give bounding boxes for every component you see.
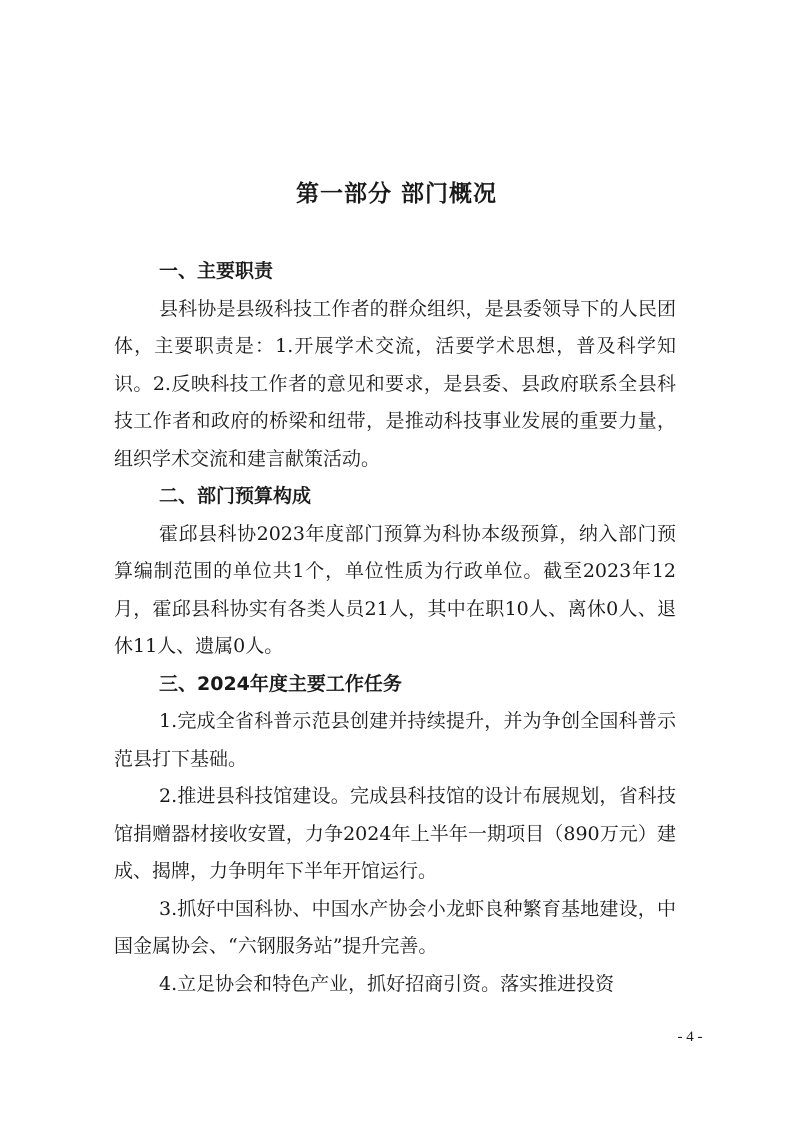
section-main-duties (114, 253, 676, 478)
section-heading: 一、主要职责 (159, 260, 274, 282)
paragraph: 1.完成全省科普示范县创建并持续提升，并为争创全国科普示范县打下基础。 (114, 710, 676, 770)
page-number: - 4 - (677, 1029, 703, 1045)
paragraph: 2.推进县科技馆建设。完成县科技馆的设计布展规划，省科技馆捐赠器材接收安置，力争2024年上半年一期项目（890万元）建成、揭牌，力争明年下半年开馆运行。 (114, 785, 676, 882)
paragraph: 4.立足协会和特色产业，抓好招商引资。落实推进投资 (159, 972, 615, 995)
section-budget-composition (114, 478, 676, 666)
page-title: 第一部分 部门概况 (295, 181, 497, 207)
section-2024-tasks (114, 666, 676, 1004)
section-heading: 三、2024年度主要工作任务 (159, 672, 402, 695)
paragraph: 霍邱县科协2023年度部门预算为科协本级预算，纳入部门预算编制范围的单位共1个，单位性质为行政单位。截至2023年12月，霍邱县科协实有各类人员21人，其中在职10人、离休0人、退休11人、遗属0人。 (114, 522, 676, 657)
paragraph: 县科协是县级科技工作者的群众组织，是县委领导下的人民团体，主要职责是：1.开展学术交流，活要学术思想，普及科学知识。2.反映科技工作者的意见和要求，是县委、县政府联系全县科技工作者和政府的桥梁和纽带，是推动科技事业发展的重要力量，组织学术交流和建言献策活动。 (114, 297, 676, 470)
document-body (114, 253, 676, 1003)
paragraph: 3.抓好中国科协、中国水产协会小龙虾良种繁育基地建设，中国金属协会、“六钢服务站”提升完善。 (114, 897, 676, 957)
section-heading: 二、部门预算构成 (159, 485, 312, 507)
